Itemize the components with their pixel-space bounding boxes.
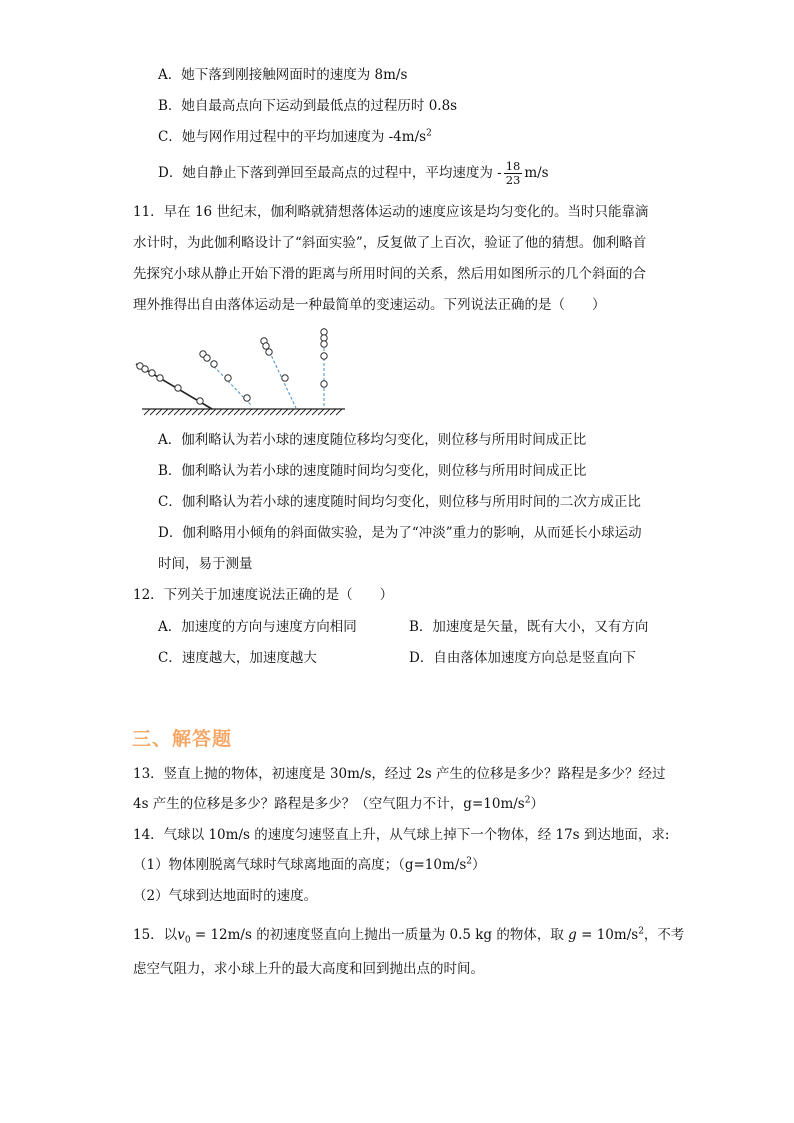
q15-middle: = 12m/s 的初速度竖直向上抛出一质量为 0.5 kg 的物体，取 bbox=[190, 927, 569, 943]
q11-option-a: A．伽利略认为若小球的速度随位移均匀变化，则位移与所用时间成正比 bbox=[158, 432, 587, 448]
q10-option-d bbox=[158, 160, 549, 187]
q10-option-a: A．她下落到刚接触网面时的速度为 8m/s bbox=[158, 67, 408, 83]
q10-option-c-text: C．她与网作用过程中的平均加速度为 -4m/s bbox=[158, 129, 427, 145]
section-heading: 三、解答题 bbox=[132, 728, 233, 750]
q11-stem-line3: 先探究小球从静止开始下滑的距离与所用时间的关系，然后用如图所示的几个斜面的合 bbox=[133, 266, 646, 282]
q10-option-c bbox=[158, 127, 432, 147]
q13-line1: 13．竖直上抛的物体，初速度是 30m/s，经过 2s 产生的位移是多少？路程是多少？经过 bbox=[133, 766, 666, 782]
q11-stem-line2: 水计时，为此伽利略设计了“斜面实验”，反复做了上百次，验证了他的猜想。伽利略首 bbox=[133, 235, 647, 251]
q10-option-b: B．她自最高点向下运动到最低点的过程历时 0.8s bbox=[158, 98, 458, 114]
incline-3-balls bbox=[261, 338, 288, 381]
q11-option-c: C．伽利略认为若小球的速度随时间均匀变化，则位移与所用时间的二次方成正比 bbox=[158, 494, 641, 510]
q11-stem-line4: 理外推得出自由落体运动是一种最简单的变速运动。下列说法正确的是（ ） bbox=[133, 297, 606, 313]
ground-hatching bbox=[144, 409, 342, 415]
q15-v-symbol: v bbox=[177, 927, 185, 943]
q15-line1 bbox=[133, 925, 684, 945]
q14-part1 bbox=[133, 855, 485, 875]
q14-stem: 14．气球以 10m/s 的速度匀速竖直上升，从气球上掉下一个物体，经 17s 到达地面，求: bbox=[133, 827, 670, 843]
q14-part1-text: （1）物体刚脱离气球时气球离地面的高度；（g=10m/s bbox=[133, 857, 467, 873]
q15-g-value: = 10m/s bbox=[576, 927, 639, 943]
q14-part2: （2）气球到达地面时的速度。 bbox=[133, 888, 318, 904]
q11-option-d-line2: 时间，易于测量 bbox=[158, 556, 253, 572]
q10-option-d-unit: m/s bbox=[524, 165, 549, 181]
incline-2-balls bbox=[200, 351, 250, 401]
fraction-denominator: 23 bbox=[505, 173, 521, 187]
q10-option-d-text: D．她自静止下落到弹回至最高点的过程中，平均速度为 - bbox=[158, 165, 502, 181]
inclined-planes-figure bbox=[130, 326, 350, 418]
q12-option-b: B．加速度是矢量，既有大小，又有方向 bbox=[409, 619, 649, 635]
q15-g-exponent: 2 bbox=[638, 926, 644, 937]
q15-g-symbol: g bbox=[568, 927, 577, 943]
q10-option-c-exponent: 2 bbox=[426, 128, 432, 139]
q11-option-b: B．伽利略认为若小球的速度随时间均匀变化，则位移与所用时间成正比 bbox=[158, 463, 587, 479]
fraction-numerator: 18 bbox=[505, 159, 521, 173]
q10-option-d-fraction bbox=[504, 160, 523, 187]
q12-option-a: A．加速度的方向与速度方向相同 bbox=[158, 619, 357, 635]
q11-stem-line1: 11．早在 16 世纪末，伽利略就猜想落体运动的速度应该是均匀变化的。当时只能靠滴 bbox=[133, 204, 649, 220]
q12-option-c: C．速度越大，加速度越大 bbox=[158, 650, 317, 666]
q13-line2-close: ） bbox=[530, 796, 544, 812]
q13-line2-text: 4s 产生的位移是多少？路程是多少？（空气阻力不计，g=10m/s bbox=[133, 796, 525, 812]
q15-prefix: 15．以 bbox=[133, 927, 178, 943]
q11-option-d-line1: D．伽利略用小倾角的斜面做实验，是为了“冲淡”重力的影响，从而延长小球运动 bbox=[158, 525, 642, 541]
q15-suffix: ，不考 bbox=[643, 927, 685, 943]
q12-stem: 12．下列关于加速度说法正确的是（ ） bbox=[133, 587, 394, 603]
q14-part1-close: ） bbox=[471, 857, 486, 873]
q14-exponent: 2 bbox=[466, 856, 472, 867]
q13-exponent: 2 bbox=[524, 795, 531, 806]
q13-line2 bbox=[133, 794, 544, 814]
q15-line2: 虑空气阻力，求小球上升的最大高度和回到抛出点的时间。 bbox=[133, 961, 484, 977]
q15-v-subscript: 0 bbox=[184, 935, 191, 946]
q12-option-d: D．自由落体加速度方向总是竖直向下 bbox=[409, 650, 636, 666]
